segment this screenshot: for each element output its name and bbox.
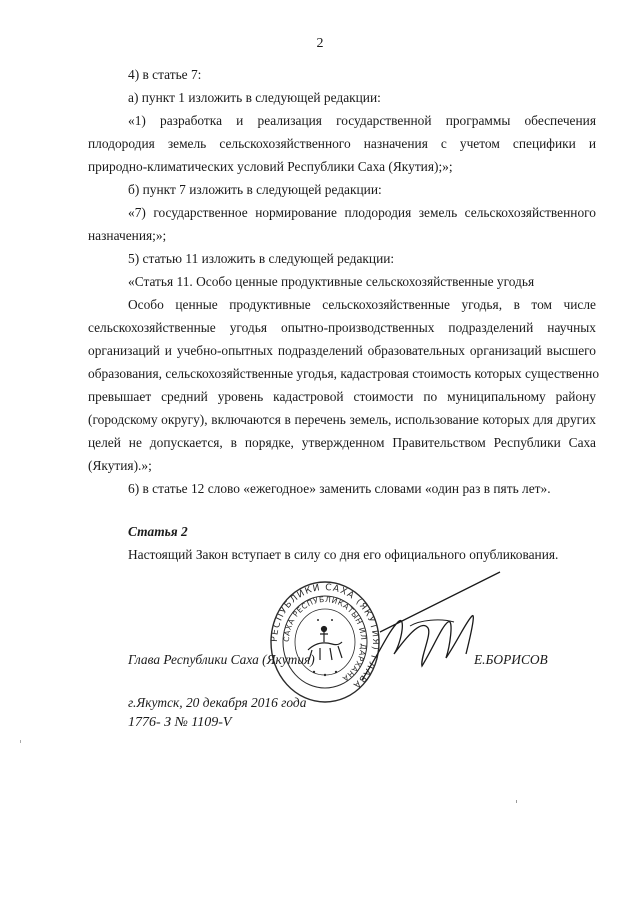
- place-date: г.Якутск, 20 декабря 2016 года: [128, 695, 307, 710]
- text-line: организаций и учебно-опытных подразделений образовательных организаций высшего: [88, 343, 596, 358]
- scan-speck: [20, 740, 21, 743]
- svg-text:РЕСПУБЛИКИ САХА (ЯКУТИЯ) ГЛАВА: РЕСПУБЛИКИ САХА (ЯКУТИЯ) ГЛАВА: [270, 582, 380, 691]
- text-line: «1) разработка и реализация государственной программы обеспечения: [128, 113, 596, 128]
- signatory-position: Глава Республики Саха (Якутия): [128, 652, 315, 667]
- text-line: Особо ценные продуктивные сельскохозяйственные угодья, в том числе: [128, 297, 596, 312]
- text-line: природно-климатических условий Республики Саха (Якутия);»;: [88, 159, 453, 174]
- item-6-line: 6) в статье 12 слово «ежегодное» заменить словами «один раз в пять лет».: [128, 481, 551, 496]
- text-line: «7) государственное нормирование плодородия земель сельскохозяйственного: [128, 205, 596, 220]
- page-number: 2: [316, 36, 324, 51]
- signatory-name: Е.БОРИСОВ: [474, 652, 548, 667]
- article-2-text: Настоящий Закон вступает в силу со дня его официального опубликования.: [128, 547, 559, 562]
- text-line: целей не допускается, в порядке, утвержденном Правительством Республики Саха: [88, 435, 596, 450]
- text-line: плодородия земель сельскохозяйственного назначения с учетом специфики и: [88, 136, 596, 151]
- text-line: образования, сельскохозяйственные угодья, кадастровая стоимость которых существенно: [88, 366, 600, 381]
- article-2-heading: Статья 2: [128, 524, 188, 539]
- item-4a-line: а) пункт 1 изложить в следующей редакции:: [128, 90, 381, 105]
- text-line: (городскому округу), включаются в перечень земель, использование которых для других: [88, 412, 596, 427]
- article-11-title: «Статья 11. Особо ценные продуктивные сельскохозяйственные угодья: [128, 274, 535, 289]
- text-line: превышает средний уровень кадастровой стоимости по муниципальному району: [88, 389, 596, 404]
- scan-speck: [516, 800, 517, 803]
- item-4b-line: б) пункт 7 изложить в следующей редакции:: [128, 182, 382, 197]
- text-line: сельскохозяйственные угодья опытно-производственных подразделений научных: [88, 320, 596, 335]
- svg-text:САХА РЕСПУБЛИКАТЫН ИЛ ДАРХАНА: САХА РЕСПУБЛИКАТЫН ИЛ ДАРХАНА: [281, 594, 369, 684]
- text-line: назначения;»;: [88, 228, 167, 243]
- item-5-line: 5) статью 11 изложить в следующей редакции:: [128, 251, 395, 266]
- item-4-line: 4) в статье 7:: [128, 67, 202, 82]
- text-line: (Якутия).»;: [88, 458, 152, 473]
- law-number: 1776- З № 1109-V: [128, 715, 232, 730]
